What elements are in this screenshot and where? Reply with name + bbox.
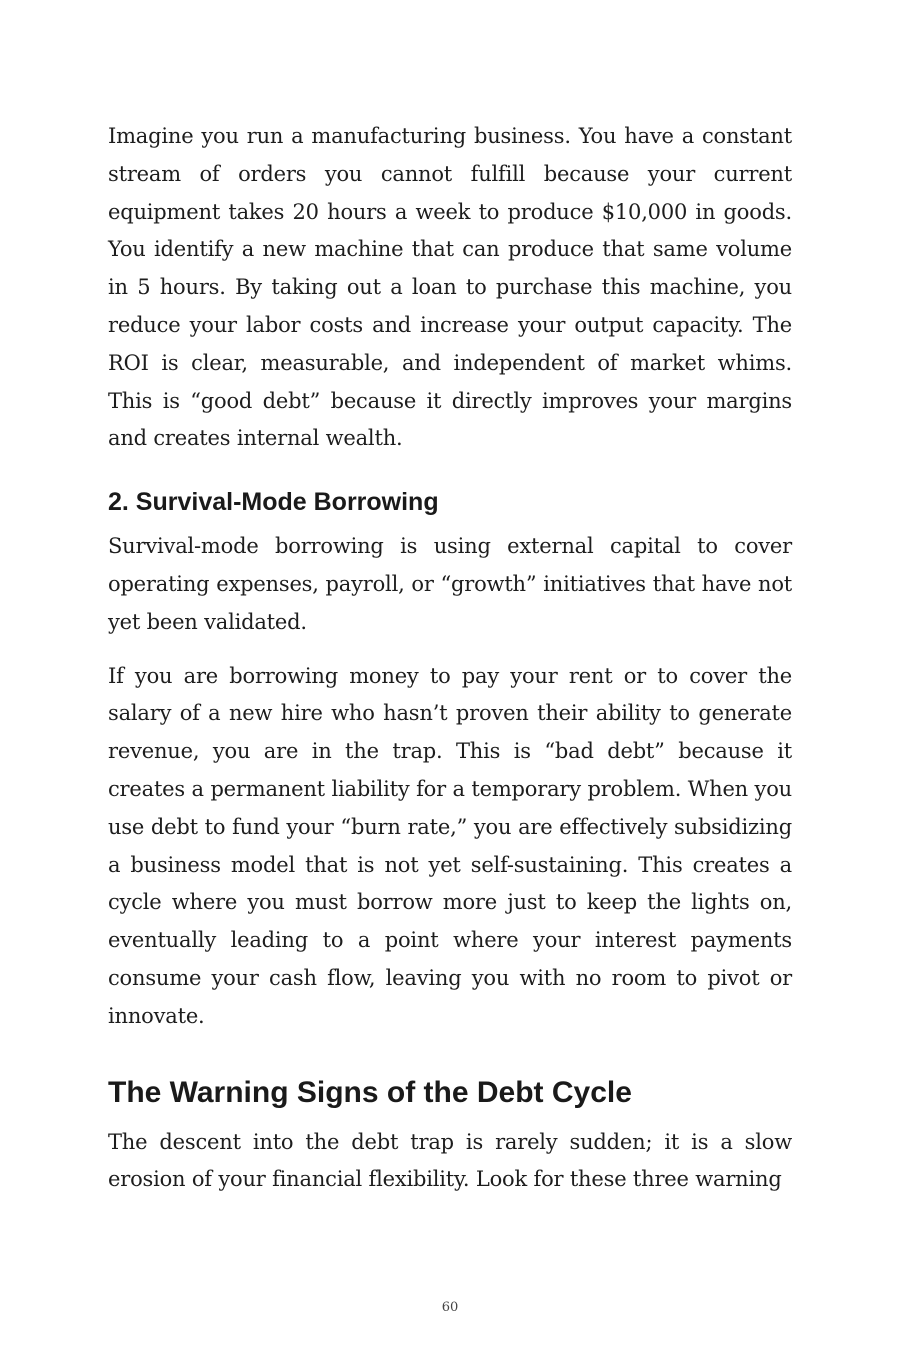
section-heading-warning-signs: The Warning Signs of the Debt Cycle: [108, 1075, 632, 1109]
page-content: [108, 118, 792, 1199]
paragraph-survival-definition: Survival-mode borrowing is using external capital to cover operating expenses, payroll, or “growth” initiatives that have not yet been validated.: [108, 534, 792, 634]
paragraph-manufacturing-example: Imagine you run a manufacturing business. You have a constant stream of orders you cannot fulfill because your current equipment takes 20 hours a week to produce $10,000 in goods. You identify a new machine that can produce that same volume in 5 hours. By taking out a loan to purchase this machine, you reduce your labor costs and increase your output capacity. The ROI is clear, measurable, and independent of market whims. This is “good debt” because it directly improves your margins and creates internal wealth.: [108, 124, 792, 451]
section-heading-survival-mode-borrowing: 2. Survival-Mode Borrowing: [108, 488, 439, 517]
page-number: 60: [441, 1300, 459, 1315]
paragraph-debt-descent: The descent into the debt trap is rarely sudden; it is a slow erosion of your financial flexibility. Look for these three warning: [108, 1129, 792, 1192]
paragraph-bad-debt-explanation: If you are borrowing money to pay your rent or to cover the salary of a new hire who hasn’t proven their ability to generate revenue, you are in the trap. This is “bad debt” because it creates a permanent liability for a temporary problem. When you use debt to fund your “burn rate,” you are effectively subsidizing a business model that is not yet self-sustaining. This creates a cycle where you must borrow more just to keep the lights on, eventually leading to a point where your interest payments consume your cash flow, leaving you with no room to pivot or innovate.: [108, 663, 792, 1028]
